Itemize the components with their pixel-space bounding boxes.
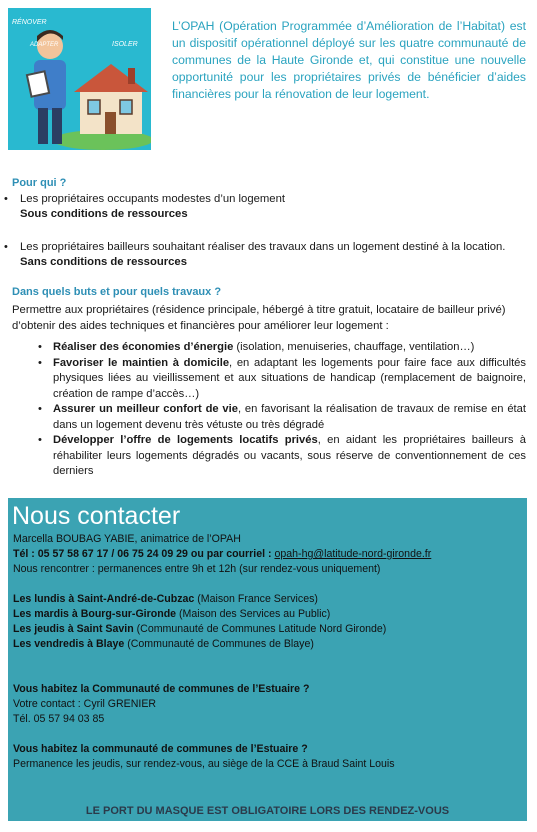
list-item bbox=[38, 433, 526, 480]
list-item-bold: Assurer un meilleur confort de vie bbox=[53, 403, 238, 415]
pour-qui-list bbox=[4, 192, 529, 270]
list-item-bold: Développer l’offre de logements locatifs privés bbox=[53, 434, 318, 446]
list-item-text: Les propriétaires bailleurs souhaitant réaliser des travaux dans un logement destiné à la location. bbox=[20, 241, 506, 253]
permanence-place: (Maison France Services) bbox=[194, 593, 318, 605]
buts-intro: Permettre aux propriétaires (résidence principale, hébergé à titre gratuit, locataire de bailleur privé) d’obtenir des aides techniques et financières pour améliorer leur logement : bbox=[12, 304, 506, 332]
contact-title: Nous contacter bbox=[12, 502, 181, 530]
intro-paragraph: L’OPAH (Opération Programmée d’Amélioration de l’Habitat) est un dispositif opérationnel déployé sur les quatre communauté de communes de la Haute Gironde et, qui constitue une nouvelle opportunité pour les propriétaires privés de bénéficier d’aides financières pour la rénovation de leur logement. bbox=[172, 19, 526, 101]
permanence-day: Les vendredis à Blaye bbox=[13, 638, 125, 650]
permanence-item bbox=[13, 637, 314, 652]
buts-heading: Dans quels buts et pour quels travaux ? bbox=[12, 286, 222, 298]
word-isoler: ISOLER bbox=[112, 41, 138, 48]
list-item bbox=[38, 402, 526, 433]
permanence-day: Les jeudis à Saint Savin bbox=[13, 623, 134, 635]
list-item bbox=[4, 192, 529, 222]
permanence-place: (Communauté de Communes Latitude Nord Gironde) bbox=[133, 623, 387, 635]
contact-phone: Tél : 05 57 58 67 17 / 06 75 24 09 29 ou par courriel : bbox=[13, 548, 275, 560]
list-item-text: Les propriétaires occupants modestes d’un logement bbox=[20, 193, 286, 205]
contact-email-link[interactable]: opah-hg@latitude-nord-gironde.fr bbox=[274, 548, 432, 560]
word-adapter: ADAPTER bbox=[30, 42, 59, 48]
list-item bbox=[38, 356, 526, 403]
buts-list bbox=[38, 340, 526, 480]
permanence-place: (Maison des Services au Public) bbox=[176, 608, 331, 620]
permanence-place: (Communauté de Communes de Blaye) bbox=[124, 638, 314, 650]
estuaire-contact: Votre contact : Cyril GRENIER bbox=[13, 698, 157, 710]
list-item bbox=[38, 340, 526, 356]
permanence-item bbox=[13, 622, 386, 637]
illustration-renovation bbox=[8, 8, 151, 150]
permanence-day: Les mardis à Bourg-sur-Gironde bbox=[13, 608, 177, 620]
permanence-item bbox=[13, 592, 318, 607]
list-item-text: , en favorisant la réalisation de travaux de remise en état dans un logement devenu très vétuste ou très dégradé bbox=[53, 403, 526, 431]
contact-name: Marcella BOUBAG YABIE, animatrice de l’OPAH bbox=[13, 533, 241, 545]
list-item-text: (isolation, menuiseries, chauffage, ventilation…) bbox=[233, 341, 475, 353]
list-item bbox=[4, 240, 529, 270]
list-item-text: , en adaptant les logements pour faire face aux difficultés physiques liées au vieillissement et aux situations de handicap (remplacement de baignoire, création de rampe d’accès…) bbox=[53, 356, 526, 400]
list-item-text: , en aidant les propriétaires bailleurs à réhabiliter leurs logements dégradés ou vacants, sous réserve de conventionnement de ces derniers bbox=[53, 434, 526, 477]
pour-qui-heading: Pour qui ? bbox=[12, 177, 67, 189]
estuaire-permanence: Permanence les jeudis, sur rendez-vous, au siège de la CCE à Braud Saint Louis bbox=[13, 758, 395, 770]
list-item-condition: Sous conditions de ressources bbox=[20, 208, 188, 220]
estuaire-question-2 bbox=[13, 742, 308, 757]
word-renover: RÉNOVER bbox=[12, 19, 47, 26]
estuaire-question-1 bbox=[13, 682, 310, 697]
estuaire-question-text: Vous habitez la Communauté de communes de l’Estuaire ? bbox=[13, 683, 310, 695]
list-item-bold: Réaliser des économies d’énergie bbox=[53, 341, 234, 353]
permanence-item bbox=[13, 607, 330, 622]
house-renovation-illustration bbox=[8, 8, 151, 150]
estuaire-phone: Tél. 05 57 94 03 85 bbox=[13, 713, 105, 725]
estuaire-question-text: Vous habitez la communauté de communes de l’Estuaire ? bbox=[13, 743, 308, 755]
contact-panel bbox=[8, 498, 527, 821]
contact-phone-line bbox=[13, 547, 431, 562]
permanence-day: Les lundis à Saint-André-de-Cubzac bbox=[13, 593, 195, 605]
mask-notice: LE PORT DU MASQUE EST OBLIGATOIRE LORS DES RENDEZ-VOUS bbox=[85, 805, 450, 817]
list-item-condition: Sans conditions de ressources bbox=[20, 256, 187, 268]
contact-rencontre: Nous rencontrer : permanences entre 9h et 12h (sur rendez-vous uniquement) bbox=[13, 563, 381, 575]
list-item-bold: Favoriser le maintien à domicile bbox=[53, 356, 230, 369]
